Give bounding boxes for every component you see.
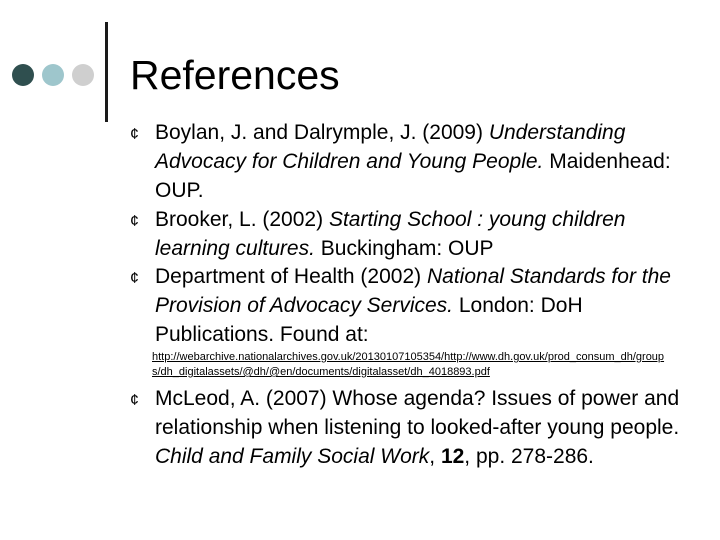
gray-dot — [72, 64, 94, 86]
reference-text: Boylan, J. and Dalrymple, J. (2009) Understanding Advocacy for Children and Young People. Maidenhead: OUP. — [155, 121, 671, 202]
reference-item — [130, 205, 690, 263]
title-divider — [105, 22, 108, 122]
slide-title: References — [130, 52, 340, 98]
bullet-icon: ¢ — [130, 126, 139, 143]
reference-text: Brooker, L. (2002) Starting School : young children learning cultures. Buckingham: OUP — [155, 208, 626, 260]
decorative-dots — [12, 64, 102, 86]
reference-text: McLeod, A. (2007) Whose agenda? Issues of power and relationship when listening to looked-after young people. Child and Family Social Work, 12, pp. 278-286. — [155, 387, 680, 468]
dark-dot — [12, 64, 34, 86]
reference-item — [130, 384, 690, 471]
bullet-icon: ¢ — [130, 392, 139, 409]
reference-url-link[interactable]: http://webarchive.nationalarchives.gov.uk/20130107105354/http://www.dh.gov.uk/prod_consum_dh/groups/dh_digitalassets/@dh/@en/documents/digitalasset/dh_4018893.pdf — [152, 351, 665, 378]
reference-item — [130, 262, 690, 349]
teal-dot — [42, 64, 64, 86]
bullet-icon: ¢ — [130, 213, 139, 230]
reference-text: Department of Health (2002) National Standards for the Provision of Advocacy Services. London: DoH Publications. Found at: — [155, 265, 671, 346]
bullet-icon: ¢ — [130, 270, 139, 287]
reference-item — [130, 118, 690, 205]
